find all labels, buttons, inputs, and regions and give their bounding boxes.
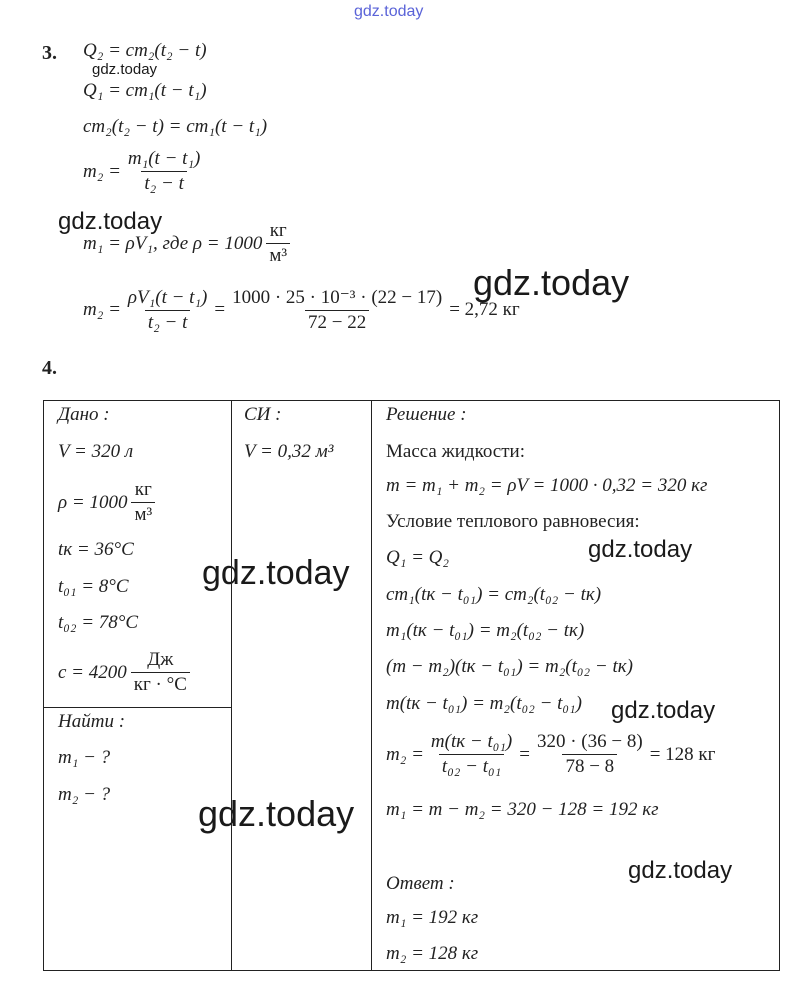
solution-mass-eq: m = m₁ + m₂ = ρV = 1000 · 0,32 = 320 кг	[386, 475, 708, 496]
solution-m2-equals: =	[519, 743, 530, 765]
calc-num-2: 1000 · 25 · 10⁻³ · (22 − 17)	[232, 287, 443, 308]
solution-eq-5: m(tк − t₀₁) = m₂(t₀₂ − t₀₁)	[386, 693, 582, 714]
solution-m2-den-2: 78 − 8	[562, 754, 617, 778]
calc-num-1: ρV₁(t − t₁)	[127, 286, 208, 308]
problem-4-number: 4.	[42, 357, 57, 379]
watermark-top: gdz.today	[354, 3, 424, 20]
density-unit	[266, 220, 290, 267]
answer-m1: m₁ = 192 кг	[386, 907, 479, 928]
watermark-large: gdz.today	[473, 262, 630, 303]
solution-balance-label: Условие теплового равновесия:	[386, 511, 640, 532]
given-density-unit-den: м³	[131, 502, 155, 526]
si-header: СИ :	[244, 404, 282, 425]
table-divider-2	[371, 401, 372, 970]
solution-eq-2: cm₁(tк − t₀₁) = cm₂(t₀₂ − tк)	[386, 584, 602, 605]
find-m2: m₂ − ?	[58, 784, 111, 805]
watermark-small: gdz.today	[92, 61, 158, 78]
given-header: Дано :	[58, 404, 110, 425]
watermark-table-3: gdz.today	[611, 697, 716, 724]
eq-m2-calc	[83, 286, 520, 334]
eq-balance: cm₂(t₂ − t) = cm₁(t − t₁)	[83, 116, 268, 137]
eq-q2: Q₂ = cm₂(t₂ − t)	[83, 40, 207, 61]
given-tk: tк = 36°C	[58, 539, 134, 560]
given-density-unit-num: кг	[134, 479, 152, 500]
m1-density-text: m₁ = ρV₁, где ρ = 1000	[83, 232, 263, 254]
density-unit-den: м³	[266, 243, 290, 267]
m2-numerator: m₁(t − t₁)	[127, 148, 201, 169]
find-header: Найти :	[58, 711, 126, 732]
given-t01: t₀₁ = 8°C	[58, 576, 129, 597]
solution-eq-3: m₁(tк − t₀₁) = m₂(t₀₂ − tк)	[386, 620, 585, 641]
density-unit-num: кг	[269, 220, 287, 241]
solution-eq-4: (m − m₂)(tк − t₀₁) = m₂(t₀₂ − tк)	[386, 656, 633, 677]
solution-mass-label: Масса жидкости:	[386, 441, 525, 462]
watermark-table-1: gdz.today	[202, 554, 350, 592]
given-c-lhs: c = 4200	[58, 661, 127, 683]
problem-3-number: 3.	[42, 42, 57, 64]
given-density-unit	[131, 479, 155, 526]
solution-m2-fraction-2	[534, 731, 646, 778]
solution-m2-lhs: m₂ =	[386, 743, 424, 765]
calc-equals: =	[214, 299, 226, 320]
si-volume: V = 0,32 м³	[244, 441, 334, 462]
m2-lhs: m₂ =	[83, 160, 121, 182]
solution-m2-den-1: t₀₂ − t₀₁	[439, 754, 504, 778]
solution-eq-1: Q₁ = Q₂	[386, 547, 449, 568]
given-heat-capacity	[58, 649, 194, 696]
solution-m2-num-1: m(tк − t₀₁)	[430, 731, 513, 752]
calc-result: = 2,72 кг	[449, 299, 520, 320]
solution-m2-result: = 128 кг	[649, 743, 716, 765]
eq-m1-density	[83, 220, 294, 267]
given-c-unit-den: кг · °C	[131, 672, 190, 696]
given-density	[58, 479, 159, 526]
watermark-table-4: gdz.today	[198, 793, 355, 834]
calc-fraction-1	[125, 287, 210, 334]
eq-q1: Q₁ = cm₁(t − t₁)	[83, 80, 207, 101]
given-density-lhs: ρ = 1000	[58, 491, 128, 513]
solution-header: Решение :	[386, 404, 467, 425]
eq-m2-formula	[83, 148, 207, 195]
m2-denominator: t₂ − t	[141, 171, 186, 195]
solution-m2-num-2: 320 · (36 − 8)	[536, 731, 643, 752]
answer-m2: m₂ = 128 кг	[386, 943, 479, 964]
given-c-unit	[131, 649, 190, 696]
find-m1: m₁ − ?	[58, 747, 111, 768]
watermark-table-5: gdz.today	[628, 857, 733, 884]
table-divider-1	[231, 401, 232, 970]
problem-4-table	[43, 400, 780, 971]
watermark-left: gdz.today	[58, 208, 163, 235]
table-divider-given-find	[44, 707, 232, 708]
given-t02: t₀₂ = 78°C	[58, 612, 139, 633]
calc-den-1: t₂ − t	[145, 310, 190, 334]
given-volume: V = 320 л	[58, 441, 134, 462]
calc-den-2: 72 − 22	[305, 310, 369, 334]
given-c-unit-num: Дж	[147, 649, 174, 670]
calc-lhs: m₂ =	[83, 299, 121, 320]
watermark-table-2: gdz.today	[588, 536, 693, 563]
answer-header: Ответ :	[386, 873, 455, 894]
solution-m2-calc	[386, 731, 715, 778]
solution-m1-eq: m₁ = m − m₂ = 320 − 128 = 192 кг	[386, 799, 659, 820]
m2-fraction	[125, 148, 203, 195]
solution-m2-fraction-1	[428, 731, 515, 778]
calc-fraction-2	[229, 286, 445, 334]
